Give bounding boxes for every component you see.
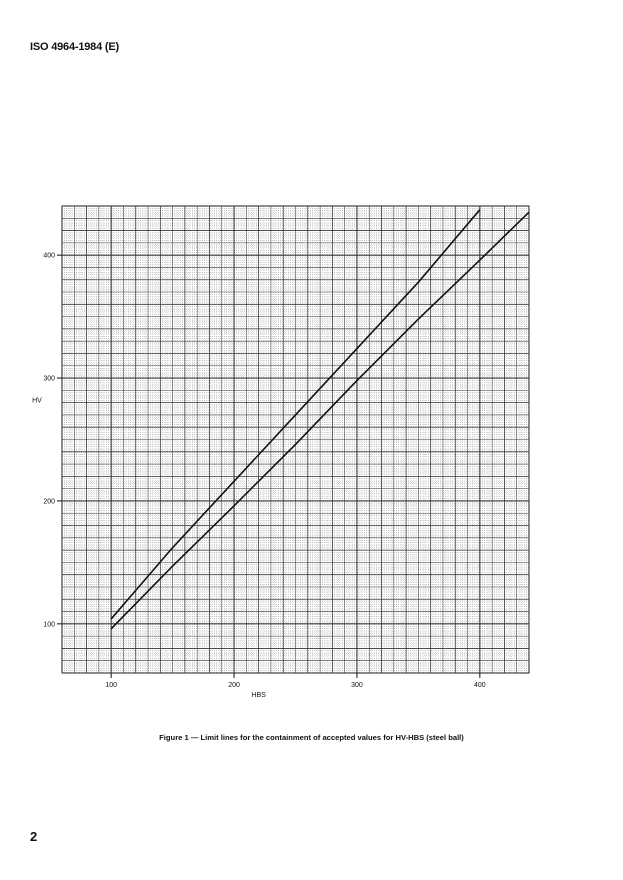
y-tick-label: 400: [43, 252, 55, 260]
x-tick-label: 400: [473, 682, 486, 689]
y-tick-label: 300: [43, 375, 55, 383]
x-tick-label: 100: [105, 682, 118, 689]
figure-caption: Figure 1 — Limit lines for the containment of accepted values for HV-HBS (steel ball): [159, 733, 464, 742]
x-tick-label: 200: [228, 682, 240, 689]
y-axis-label: HV: [32, 397, 42, 405]
x-axis-label: HBS: [251, 692, 266, 699]
document-header: ISO 4964-1984 (E): [30, 41, 119, 53]
y-tick-label: 100: [43, 621, 55, 629]
major-grid: [62, 206, 529, 673]
y-tick-label: 200: [43, 498, 55, 506]
page-number: 2: [30, 829, 38, 844]
x-tick-label: 300: [351, 682, 363, 689]
